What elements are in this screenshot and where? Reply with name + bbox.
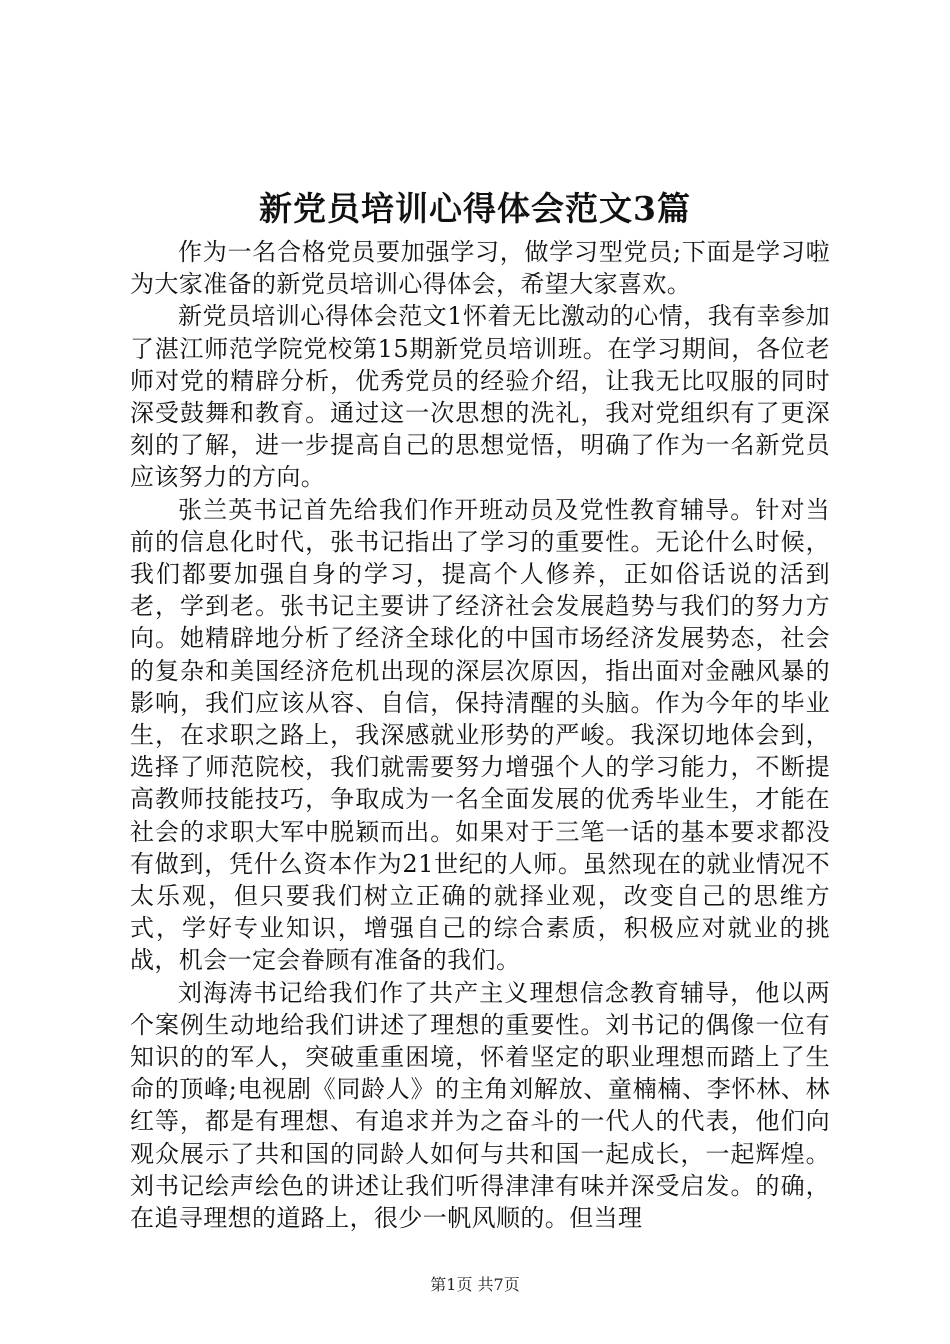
paragraph-intro: 作为一名合格党员要加强学习，做学习型党员;下面是学习啦为大家准备的新党员培训心得体会，希望大家喜欢。: [130, 238, 830, 299]
paragraph-liu-haitao: 刘海涛书记给我们作了共产主义理想信念教育辅导，他以两个案例生动地给我们讲述了理想的重要性。刘书记的偶像一位有知识的的军人，突破重重困境，怀着坚定的职业理想而踏上了生命的顶峰;电视剧《同龄人》的主角刘解放、童楠楠、李怀林、林红等，都是有理想、有追求并为之奋斗的一代人的代表，他们向观众展示了共和国的同龄人如何与共和国一起成长，一起辉煌。刘书记绘声绘色的讲述让我们听得津津有味并深受启发。的确，在追寻理想的道路上，很少一帆风顺的。但当理: [130, 978, 830, 1233]
paragraph-zhang-lanying: 张兰英书记首先给我们作开班动员及党性教育辅导。针对当前的信息化时代，张书记指出了学习的重要性。无论什么时候，我们都要加强自身的学习，提高个人修养，正如俗话说的活到老，学到老。张书记主要讲了经济社会发展趋势与我们的努力方向。她精辟地分析了经济全球化的中国市场经济发展势态，社会的复杂和美国经济危机出现的深层次原因，指出面对金融风暴的影响，我们应该从容、自信，保持清醒的头脑。作为今年的毕业生，在求职之路上，我深感就业形势的严峻。我深切地体会到，选择了师范院校，我们就需要努力增强个人的学习能力，不断提高教师技能技巧，争取成为一名全面发展的优秀毕业生，才能在社会的求职大军中脱颖而出。如果对于三笔一话的基本要求都没有做到，凭什么资本作为21世纪的人师。虽然现在的就业情况不太乐观，但只要我们树立正确的就择业观，改变自己的思维方式，学好专业知识，增强自己的综合素质，积极应对就业的挑战，机会一定会眷顾有准备的我们。: [130, 495, 830, 975]
page-footer: 第1页 共7页: [430, 1275, 520, 1294]
document-body: [130, 236, 830, 1234]
paragraph-essay-1-opening: 新党员培训心得体会范文1怀着无比激动的心情，我有幸参加了湛江师范学院党校第15期新党员培训班。在学习期间，各位老师对党的精辟分析，优秀党员的经验介绍，让我无比叹服的同时深受鼓舞和教育。通过这一次思想的洗礼，我对党组织有了更深刻的了解，进一步提高自己的思想觉悟，明确了作为一名新党员应该努力的方向。: [130, 302, 830, 492]
document-title: 新党员培训心得体会范文3篇: [259, 189, 691, 228]
